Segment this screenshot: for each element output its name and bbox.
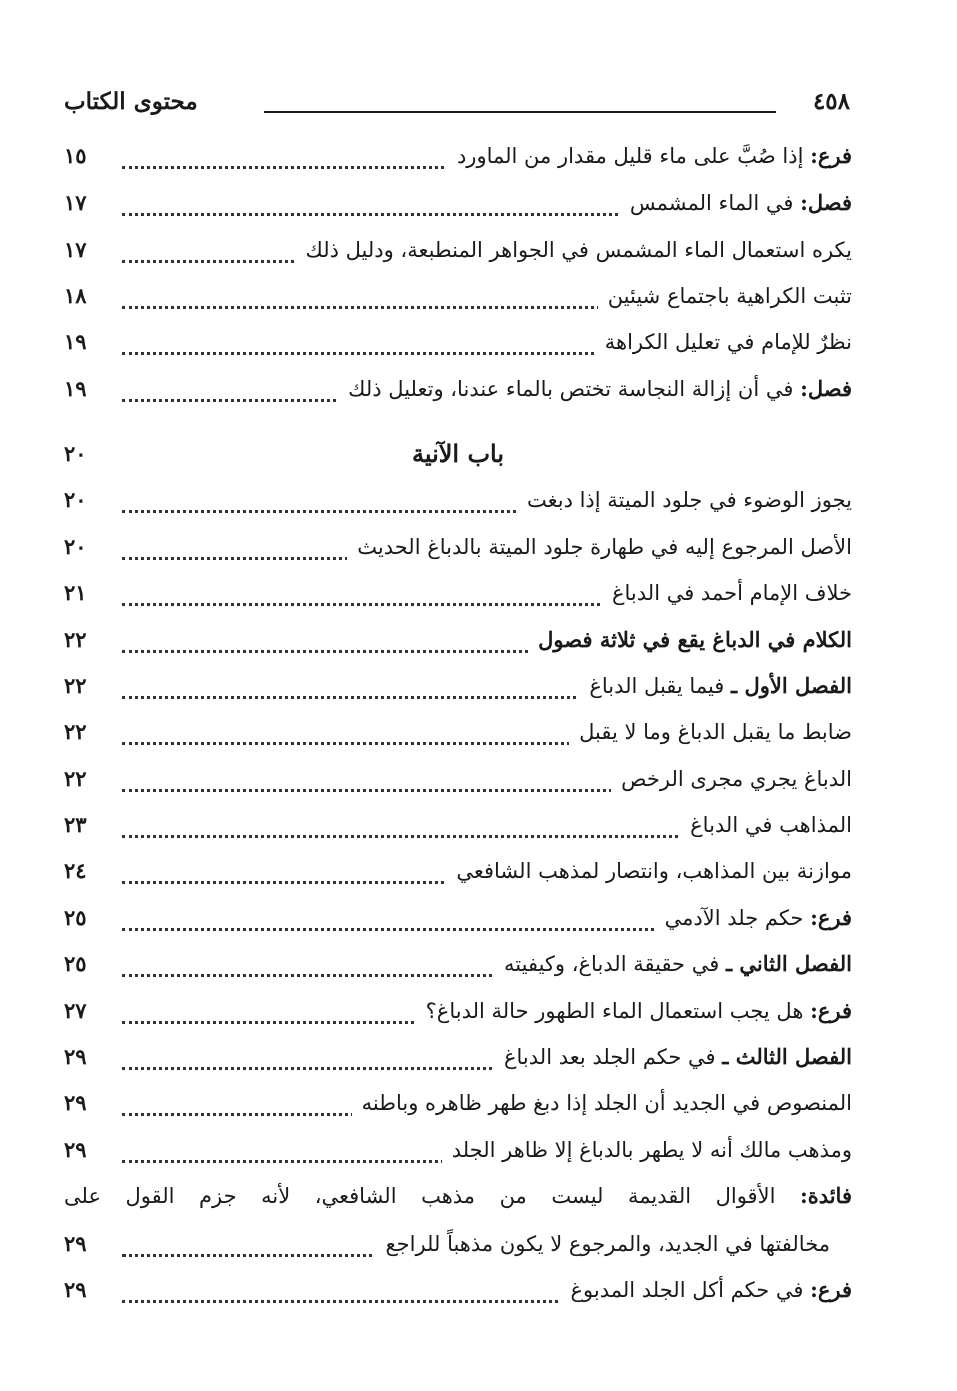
entry-page-number: ٢٣ xyxy=(64,812,87,837)
entry-text: في حكم أكل الجلد المدبوغ xyxy=(570,1278,811,1302)
toc-entry[interactable] xyxy=(64,759,852,803)
toc-entry[interactable] xyxy=(64,712,852,756)
entry-text: إذا صُبَّ على ماء قليل مقدار من الماورد xyxy=(456,144,811,168)
page-number: ٤٥٨ xyxy=(812,88,850,115)
entry-page-number: ٢٧ xyxy=(64,998,87,1023)
entry-page-number: ١٩ xyxy=(64,376,87,401)
entry-text: في أن إزالة النجاسة تختص بالماء عندنا، وتعليل ذلك xyxy=(348,377,801,401)
entry-page-number: ٢٩ xyxy=(64,1044,87,1069)
entry-text: نظرٌ للإمام في تعليل الكراهة xyxy=(604,330,852,354)
entry-text: في حقيقة الدباغ، وكيفيته xyxy=(504,952,726,976)
toc-entry-multiline[interactable] xyxy=(64,1176,852,1270)
entry-page-number: ١٩ xyxy=(64,329,87,354)
toc-entry[interactable] xyxy=(64,136,852,180)
toc-entry[interactable] xyxy=(64,666,852,710)
entry-lead: فصل: xyxy=(800,190,852,215)
entry-text: الأصل المرجوع إليه في طهارة جلود الميتة بالدباغ الحديث xyxy=(357,535,852,559)
toc-entry[interactable] xyxy=(64,369,852,413)
toc-entry[interactable] xyxy=(64,851,852,895)
entry-lead: فرع: xyxy=(810,998,852,1023)
section-page-number: ٢٠ xyxy=(64,441,87,466)
entry-page-number: ٢٢ xyxy=(64,766,87,791)
entry-text: الكلام في الدباغ يقع في ثلاثة فصول xyxy=(538,627,852,652)
toc-entry[interactable] xyxy=(64,898,852,942)
entry-page-number: ٢٢ xyxy=(64,627,87,652)
entry-lead: الفصل الثاني ـ xyxy=(725,951,852,976)
section-title: باب الآنية xyxy=(411,439,505,468)
entry-text: المذاهب في الدباغ xyxy=(690,813,852,837)
toc-entry[interactable] xyxy=(64,322,852,366)
toc-entry[interactable] xyxy=(64,183,852,227)
entry-page-number: ١٧ xyxy=(64,190,87,215)
toc-entry[interactable] xyxy=(64,805,852,849)
entry-text: تثبت الكراهية باجتماع شيئين xyxy=(607,284,852,308)
entry-page-number: ٢٢ xyxy=(64,673,87,698)
entry-page-number: ٢٩ xyxy=(64,1137,87,1162)
entry-page-number: ٢٠ xyxy=(64,487,87,512)
entry-lead: فصل: xyxy=(800,376,852,401)
toc-entry[interactable] xyxy=(64,527,852,571)
entry-text: ضابط ما يقبل الدباغ وما لا يقبل xyxy=(579,720,852,744)
entry-page-number: ١٨ xyxy=(64,283,87,308)
entry-text: يكره استعمال الماء المشمس في الجواهر المنطبعة، ودليل ذلك xyxy=(305,238,852,262)
entry-page-number: ٢٩ xyxy=(64,1277,87,1302)
toc-entry[interactable] xyxy=(64,1083,852,1127)
section-heading[interactable] xyxy=(64,430,852,480)
entry-page-number: ٢٠ xyxy=(64,534,87,559)
entry-page-number: ٢٤ xyxy=(64,858,87,883)
entry-text: حكم جلد الآدمي xyxy=(664,906,811,930)
entry-text: موازنة بين المذاهب، وانتصار لمذهب الشافعي xyxy=(456,859,852,883)
running-head xyxy=(64,84,850,128)
toc-entry[interactable] xyxy=(64,991,852,1035)
entry-page-number: ٢٥ xyxy=(64,905,87,930)
entry-text: المنصوص في الجديد أن الجلد إذا دبغ طهر ظاهره وباطنه xyxy=(361,1091,852,1115)
header-rule xyxy=(264,111,776,113)
entry-page-number: ٢١ xyxy=(64,580,87,605)
running-title: محتوى الكتاب xyxy=(64,88,198,115)
toc-entry[interactable] xyxy=(64,944,852,988)
entry-text-line1: الأقوال القديمة ليست من مذهب الشافعي، لأنه جزم القول على xyxy=(64,1184,800,1208)
entry-lead: فرع: xyxy=(810,1277,852,1302)
entry-lead: الفصل الأول ـ xyxy=(731,673,852,698)
entry-page-number: ١٥ xyxy=(64,143,87,168)
entry-page-number: ١٧ xyxy=(64,237,87,262)
toc-entry[interactable] xyxy=(64,230,852,274)
toc-entry[interactable] xyxy=(64,573,852,617)
entry-text: فيما يقبل الدباغ xyxy=(589,674,732,698)
toc-entry[interactable] xyxy=(64,276,852,320)
entry-lead: فرع: xyxy=(810,905,852,930)
entry-lead: فرع: xyxy=(810,143,852,168)
toc-entry[interactable] xyxy=(64,620,852,664)
entry-page-number: ٢٢ xyxy=(64,719,87,744)
toc-entry[interactable] xyxy=(64,1270,852,1314)
entry-text: خلاف الإمام أحمد في الدباغ xyxy=(612,581,852,605)
entry-text: الدباغ يجري مجرى الرخص xyxy=(621,767,852,791)
entry-text: هل يجب استعمال الماء الطهور حالة الدباغ؟ xyxy=(425,999,811,1023)
toc-entry[interactable] xyxy=(64,1037,852,1081)
entry-text-line2: مخالفتها في الجديد، والمرجوع لا يكون مذهباً للراجع xyxy=(375,1224,830,1264)
entry-page-number: ٢٩ xyxy=(64,1090,87,1115)
entry-text: ومذهب مالك أنه لا يطهر بالدباغ إلا ظاهر الجلد xyxy=(451,1138,852,1162)
entry-text: في الماء المشمس xyxy=(629,191,801,215)
entry-lead: الفصل الثالث ـ xyxy=(722,1044,852,1069)
toc-entry[interactable] xyxy=(64,1130,852,1174)
entry-text: في حكم الجلد بعد الدباغ xyxy=(504,1045,723,1069)
entry-page-number: ٢٥ xyxy=(64,951,87,976)
entry-page-number: ٢٩ xyxy=(64,1231,87,1256)
entry-lead: فائدة: xyxy=(799,1183,852,1208)
toc-entry[interactable] xyxy=(64,480,852,524)
entry-text: يجوز الوضوء في جلود الميتة إذا دبغت xyxy=(526,488,852,512)
